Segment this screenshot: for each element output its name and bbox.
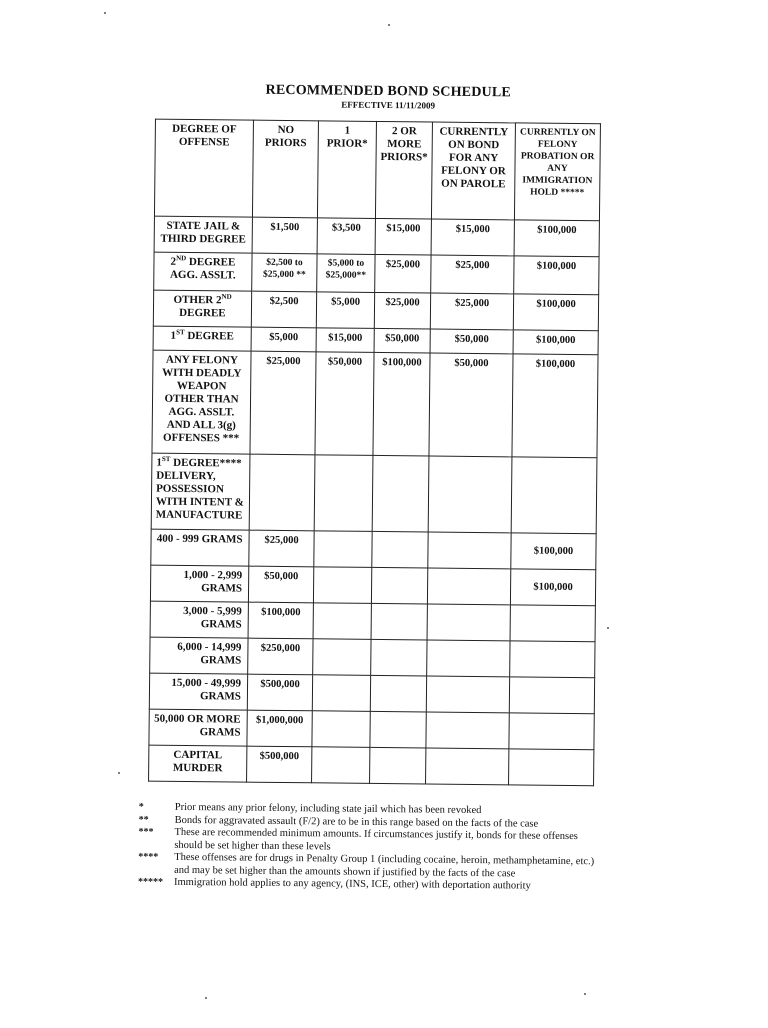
table-header-row	[154, 119, 600, 221]
row-label: CAPITAL MURDER	[149, 745, 247, 782]
cell-value: $50,000	[315, 352, 374, 456]
row-label: STATE JAIL & THIRD DEGREE	[154, 216, 252, 253]
cell-value: $100,000	[514, 256, 599, 295]
cell-value: $50,000	[429, 353, 513, 457]
header-two-more-priors: 2 OR MORE PRIORS*	[375, 121, 432, 219]
scan-speck	[584, 993, 586, 995]
scan-speck	[205, 997, 207, 999]
table-row	[151, 529, 596, 570]
cell-value: $100,000	[511, 533, 596, 570]
empty-cell	[313, 567, 371, 604]
table-row	[150, 637, 595, 678]
cell-value: $25,000	[431, 255, 514, 294]
bond-schedule-table	[148, 119, 601, 787]
cell-value: $2,500 to $25,000 **	[252, 253, 317, 292]
empty-cell	[426, 712, 509, 749]
empty-cell	[510, 605, 595, 642]
cell-value: $100,000	[513, 294, 598, 331]
empty-cell	[428, 456, 512, 533]
cell-value: $50,000	[374, 328, 430, 353]
empty-cell	[371, 603, 427, 640]
row-label: 3,000 - 5,999 GRAMS	[150, 601, 248, 638]
empty-cell	[370, 747, 426, 784]
cell-value: $50,000	[248, 566, 313, 603]
footnote-text: Prior means any prior felony, including state jail which has been revoked	[174, 801, 482, 817]
table-row	[153, 290, 598, 331]
empty-cell	[313, 639, 371, 676]
empty-cell	[312, 711, 370, 748]
footnote-mark: *****	[137, 876, 164, 888]
cell-value: $5,000	[251, 327, 316, 352]
empty-cell	[427, 640, 510, 677]
empty-cell	[313, 603, 371, 640]
footnote-text: Bonds for aggravated assault (F/2) are to be in this range based on the facts of the case	[174, 814, 539, 830]
empty-cell	[371, 567, 427, 604]
empty-cell	[510, 641, 595, 678]
row-label: 15,000 - 49,999 GRAMS	[149, 673, 247, 710]
cell-value: $100,000	[512, 354, 598, 458]
header-on-bond: CURRENTLY ON BOND FOR ANY FELONY OR ON PAROLE	[431, 122, 515, 220]
empty-cell	[426, 676, 509, 713]
cell-value: $15,000	[316, 328, 374, 353]
footnote-text: Immigration hold applies to any agency, (INS, ICE, other) with deportation authority	[173, 876, 531, 892]
cell-value: $100,000	[510, 569, 595, 606]
footnote-mark: **	[138, 813, 149, 826]
table-row	[149, 673, 594, 714]
empty-cell	[312, 675, 370, 712]
cell-value: $250,000	[248, 638, 313, 675]
footnote-mark: ****	[138, 851, 159, 863]
cell-value: $25,000	[375, 254, 431, 293]
footnotes	[138, 801, 599, 893]
row-label: 400 - 999 GRAMS	[151, 529, 249, 566]
cell-value: $5,000 to $25,000**	[317, 254, 375, 293]
cell-value: $100,000	[248, 602, 313, 639]
cell-value: $25,000	[430, 293, 513, 330]
row-label: 6,000 - 14,999 GRAMS	[150, 637, 248, 674]
scan-speck	[104, 12, 106, 14]
empty-cell	[370, 711, 426, 748]
cell-value: $2,500	[251, 291, 316, 328]
empty-cell	[371, 639, 427, 676]
cell-value: $100,000	[513, 330, 598, 355]
footnote-text: These are recommended minimum amounts. If circumstances justify it, bonds for these offenses should be set higher than these levels	[174, 826, 578, 853]
empty-cell	[509, 713, 594, 750]
empty-cell	[426, 748, 509, 785]
cell-value: $3,500	[317, 218, 375, 255]
scan-speck	[388, 24, 390, 26]
cell-value: $50,000	[430, 329, 513, 354]
footnote-text: These offenses are for drugs in Penalty Group 1 (including cocaine, heroin, methamphetamine, etc.) and may be set higher than the amounts shown if justified by the facts of the case	[174, 851, 595, 879]
empty-cell	[372, 531, 428, 568]
scan-speck	[118, 772, 120, 774]
table-row	[151, 453, 597, 534]
cell-value: $500,000	[247, 746, 312, 783]
empty-cell	[312, 747, 370, 784]
empty-cell	[509, 677, 594, 714]
empty-cell	[428, 532, 511, 569]
row-label: 1,000 - 2,999 GRAMS	[150, 565, 248, 602]
empty-cell	[372, 455, 429, 532]
document-title: RECOMMENDED BOND SCHEDULE	[265, 82, 512, 101]
header-one-prior: 1 PRIOR*	[317, 121, 376, 219]
header-probation: CURRENTLY ON FELONY PROBATION OR ANY IMMIGRATION HOLD *****	[514, 123, 600, 221]
row-label: ANY FELONY WITH DEADLY WEAPON OTHER THAN AGG. ASSLT. AND ALL 3(g) OFFENSES ***	[152, 350, 251, 454]
header-degree: DEGREE OF OFFENSE	[154, 119, 253, 217]
table-row	[149, 709, 594, 750]
row-label: 50,000 OR MORE GRAMS	[149, 709, 247, 746]
cell-value: $25,000	[249, 530, 314, 567]
empty-cell	[427, 568, 510, 605]
row-label: OTHER 2ND DEGREE	[153, 290, 251, 327]
cell-value: $5,000	[316, 292, 374, 329]
cell-value: $25,000	[374, 292, 430, 329]
table-row	[150, 565, 595, 606]
table-row	[150, 601, 595, 642]
footnote-mark: ***	[138, 826, 154, 838]
table-row	[154, 252, 599, 295]
table-row	[154, 216, 599, 257]
header-no-priors: NO PRIORS	[252, 120, 318, 218]
empty-cell	[511, 457, 597, 534]
cell-value: $15,000	[375, 218, 431, 255]
table-row	[152, 350, 598, 458]
empty-cell	[509, 749, 594, 786]
row-label: 2ND DEGREE AGG. ASSLT.	[154, 252, 252, 291]
empty-cell	[249, 454, 315, 531]
empty-cell	[370, 675, 426, 712]
empty-cell	[427, 604, 510, 641]
scan-speck	[607, 627, 609, 629]
cell-value: $25,000	[250, 351, 316, 455]
cell-value: $1,500	[252, 217, 317, 254]
empty-cell	[314, 455, 373, 532]
footnote-mark: *	[138, 801, 144, 813]
empty-cell	[314, 531, 372, 568]
document-subtitle: EFFECTIVE 11/11/2009	[341, 99, 436, 111]
row-label: 1ST DEGREE	[153, 326, 251, 351]
table-row	[149, 745, 594, 786]
cell-value: $500,000	[247, 674, 312, 711]
cell-value: $1,000,000	[247, 710, 312, 747]
cell-value: $100,000	[373, 352, 430, 456]
row-label: 1ST DEGREE**** DELIVERY, POSSESSION WITH INTENT & MANUFACTURE	[151, 453, 250, 530]
cell-value: $100,000	[514, 220, 599, 257]
cell-value: $15,000	[431, 219, 514, 256]
